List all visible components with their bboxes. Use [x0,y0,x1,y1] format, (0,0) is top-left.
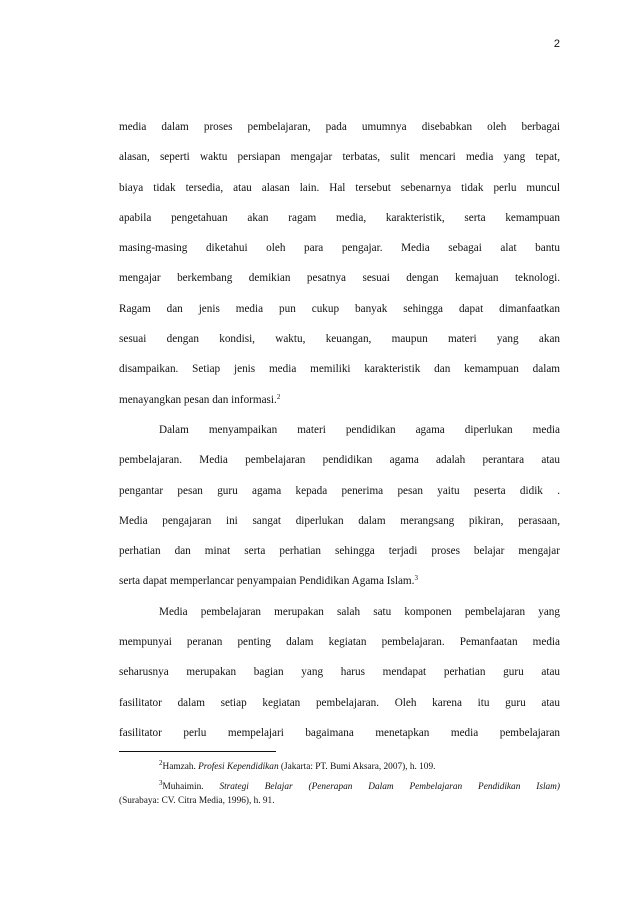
text-line: fasilitator perlu mempelajari bagaimana menetapkan media pembelajaran [119,726,560,739]
footnote-title: Profesi Kependidikan [198,762,279,772]
text-line: pengantar pesan guru agama kepada penerima pesan yaitu peserta didik . [119,484,560,497]
footnote-divider [119,751,276,752]
footnote-citation: (Jakarta: PT. Bumi Aksara, 2007), h. 109. [278,762,436,772]
footnote-ref[interactable]: 2 [276,392,281,401]
footnote-author: Muhaimin. [162,782,220,792]
text-line [119,574,560,604]
footnotes [119,760,560,814]
text-line: Media pengajaran ini sangat diperlukan dalam merangsang pikiran, perasaan, [119,514,560,527]
text-line: Ragam dan jenis media pun cukup banyak sehingga dapat dimanfaatkan [119,302,560,315]
text-line: pembelajaran. Media pembelajaran pendidikan agama adalah perantara atau [119,454,560,467]
footnote-mark: 2 [159,759,163,767]
footnote-citation: (Surabaya: CV. Citra Media, 1996), h. 91. [119,796,275,806]
text-line: biaya tidak tersedia, atau alasan lain. Hal tersebut sebenarnya tidak perlu muncul [119,181,560,194]
text-line [119,393,560,423]
body-text [119,120,560,756]
footnote-text [119,760,560,774]
footnote-mark: 3 [159,779,163,787]
text-line: masing-masing diketahui oleh para pengajar. Media sebagai alat bantu [119,242,560,255]
text-line: sesuai dengan kondisi, waktu, keuangan, maupun materi yang akan [119,333,560,346]
text-line: alasan, seperti waktu persiapan mengajar terbatas, sulit mencari media yang tepat, [119,151,560,164]
footnote-author: Hamzah. [162,762,199,772]
footnote-title: Strategi Belajar (Penerapan Dalam Pembelajaran Pendidikan Islam) [219,782,560,792]
text-line: apabila pengetahuan akan ragam media, karakteristik, serta kemampuan [119,211,560,224]
footnote [119,780,560,808]
paragraph-start: Dalam menyampaikan materi pendidikan agama diperlukan media [159,423,560,436]
paragraph-start: Media pembelajaran merupakan salah satu komponen pembelajaran yang [159,605,560,618]
text-line: mempunyai peranan penting dalam kegiatan pembelajaran. Pemanfaatan media [119,636,560,649]
text-line: disampaikan. Setiap jenis media memiliki karakteristik dan kemampuan dalam [119,363,560,376]
text-line: mengajar berkembang demikian pesatnya sesuai dengan kemajuan teknologi. [119,272,560,285]
text-line: media dalam proses pembelajaran, pada umumnya disebabkan oleh berbagai [119,121,560,133]
text-line: perhatian dan minat serta perhatian sehingga terjadi proses belajar mengajar [119,545,560,558]
text-line: fasilitator dalam setiap kegiatan pembelajaran. Oleh karena itu guru atau [119,696,560,709]
text-line-content: menayangkan pesan dan informasi. [119,393,277,406]
footnote-ref[interactable]: 3 [414,574,418,583]
text-line: seharusnya merupakan bagian yang harus mendapat perhatian guru atau [119,666,560,679]
text-line-content: serta dapat memperlancar penyampaian Pendidikan Agama Islam. [119,575,415,588]
page-number: 2 [553,38,560,50]
footnote [119,760,560,774]
footnote-text [119,780,560,794]
